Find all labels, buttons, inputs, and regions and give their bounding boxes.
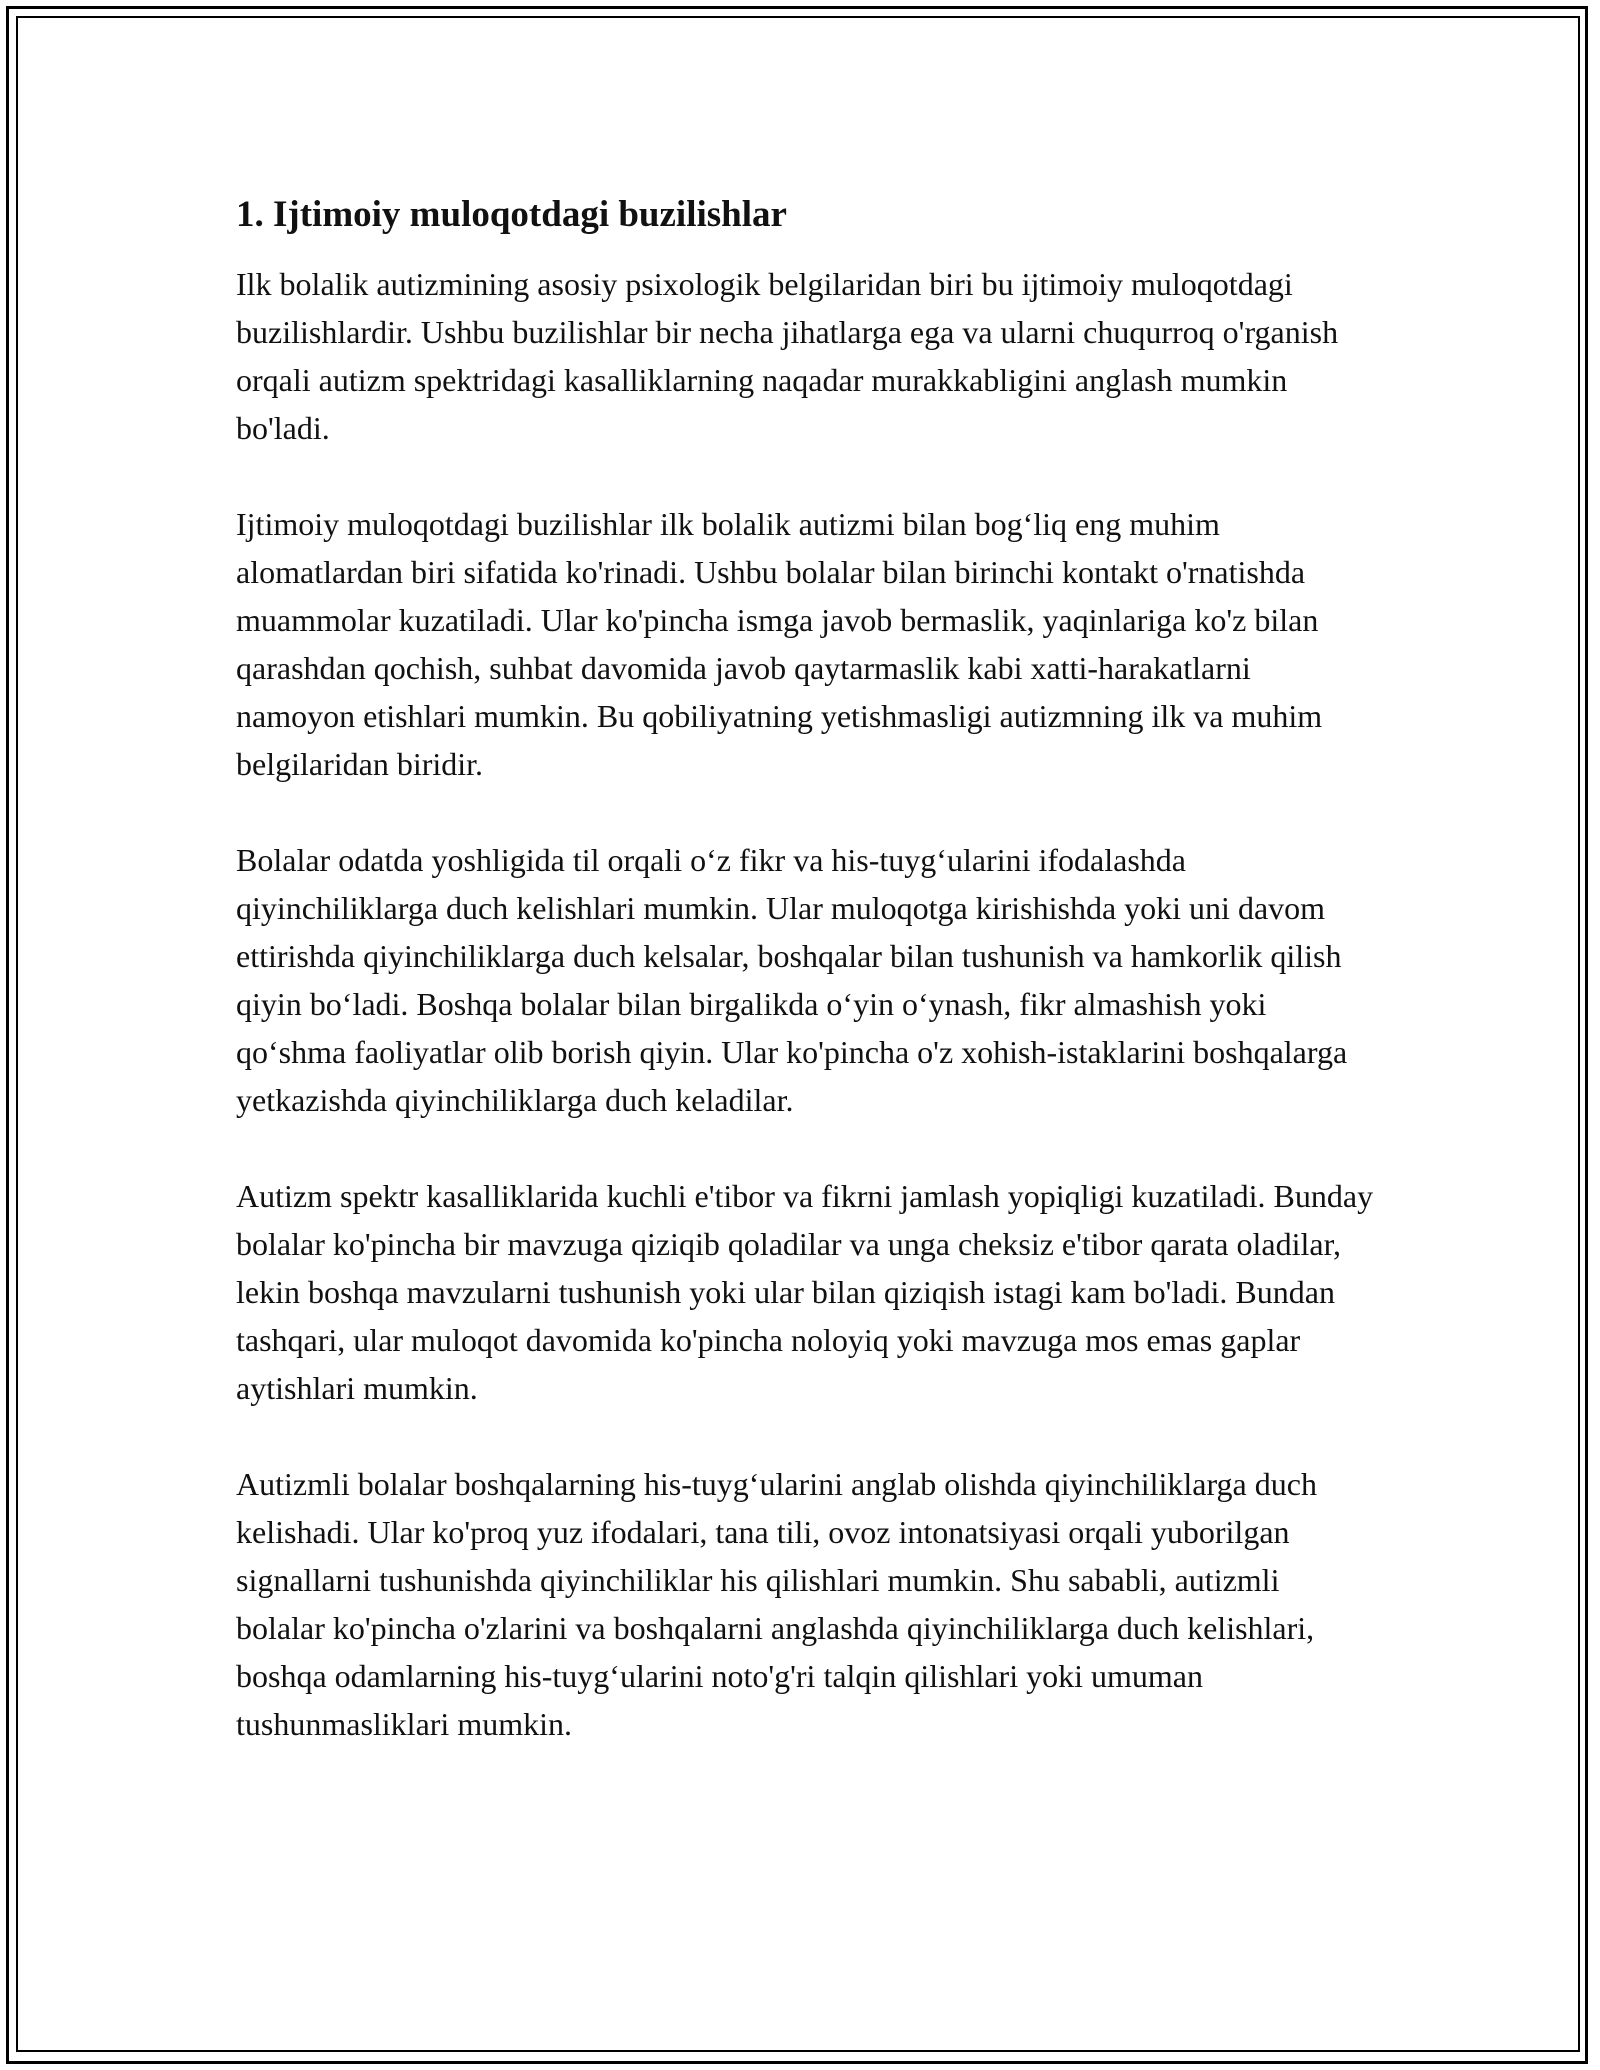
paragraph-5: Autizmli bolalar boshqalarning his-tuyg‘ularini anglab olishda qiyinchiliklarga duch kelishadi. Ular ko'proq yuz ifodalari, tana tili, ovoz intonatsiyasi orqali yuborilgan signallarni tushunishda qiyinchiliklar his qilishlari mumkin. Shu sababli, autizmli bolalar ko'pincha o'zlarini va boshqalarni anglashda qiyinchiliklarga duch kelishlari, boshqa odamlarning his-tuyg‘ularini noto'g'ri talqin qilishlari yoki umuman tushunmasliklari mumkin. [236,1466,1317,1742]
section-heading: 1. Ijtimoiy muloqotdagi buzilishlar [236,194,787,235]
document-body [236,192,1376,1748]
paragraph-1: Ilk bolalik autizmining asosiy psixologik belgilaridan biri bu ijtimoiy muloqotdagi buzilishlardir. Ushbu buzilishlar bir necha jihatlarga ega va ularni chuqurroq o'rganish orqali autizm spektridagi kasalliklarning naqadar murakkabligini anglash mumkin bo'ladi. [236,266,1339,446]
paragraph-2: Ijtimoiy muloqotdagi buzilishlar ilk bolalik autizmi bilan bog‘liq eng muhim alomatlardan biri sifatida ko'rinadi. Ushbu bolalar bilan birinchi kontakt o'rnatishda muammolar kuzatiladi. Ular ko'pincha ismga javob bermaslik, yaqinlariga ko'z bilan qarashdan qochish, suhbat davomida javob qaytarmaslik kabi xatti-harakatlarni namoyon etishlari mumkin. Bu qobiliyatning yetishmasligi autizmning ilk va muhim belgilaridan biridir. [236,506,1323,782]
paragraph-3: Bolalar odatda yoshligida til orqali o‘z fikr va his-tuyg‘ularini ifodalashda qiyinchiliklarga duch kelishlari mumkin. Ular muloqotga kirishishda yoki uni davom ettirishda qiyinchiliklarga duch kelsalar, boshqalar bilan tushunish va hamkorlik qilish qiyin bo‘ladi. Boshqa bolalar bilan birgalikda o‘yin o‘ynash, fikr almashish yoki qo‘shma faoliyatlar olib borish qiyin. Ular ko'pincha o'z xohish-istaklarini boshqalarga yetkazishda qiyinchiliklarga duch keladilar. [236,842,1348,1118]
paragraph-4: Autizm spektr kasalliklarida kuchli e'tibor va fikrni jamlash yopiqligi kuzatiladi. Bunday bolalar ko'pincha bir mavzuga qiziqib qoladilar va unga cheksiz e'tibor qarata oladilar, lekin boshqa mavzularni tushunish yoki ular bilan qiziqish istagi kam bo'ladi. Bundan tashqari, ular muloqot davomida ko'pincha noloyiq yoki mavzuga mos emas gaplar aytishlari mumkin. [236,1178,1374,1406]
